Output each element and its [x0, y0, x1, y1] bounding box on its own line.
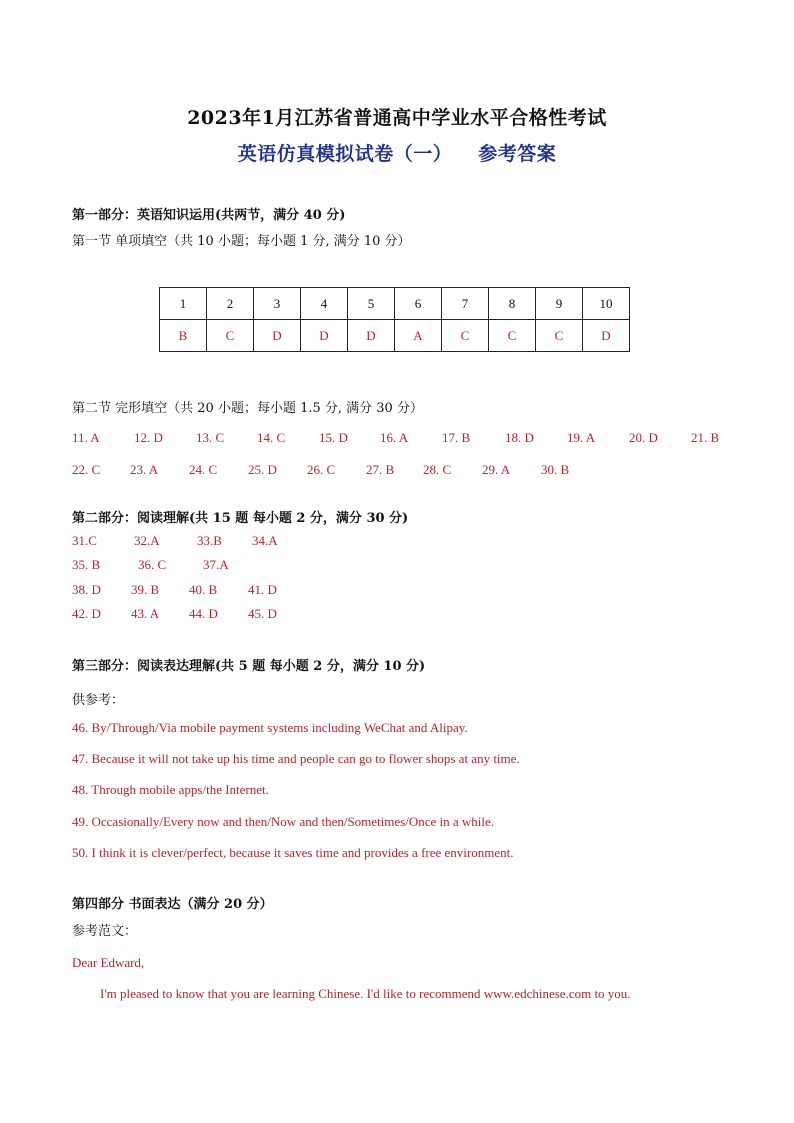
- table-cell-answer: D: [348, 320, 395, 352]
- answer-item: 25. D: [248, 462, 277, 477]
- table-cell-answer: B: [160, 320, 207, 352]
- single-choice-answer-table: [159, 287, 630, 352]
- answer-item: 39. B: [131, 582, 160, 597]
- answer-item: 27. B: [366, 462, 395, 477]
- table-cell-answer: A: [395, 320, 442, 352]
- answer-item: 41. D: [248, 582, 277, 597]
- subtitle-answer-key: 参考答案: [478, 143, 557, 165]
- answer-item: 36. C: [138, 557, 167, 572]
- answer-item: 35. B: [72, 557, 101, 572]
- table-cell-number: 6: [395, 288, 442, 320]
- expression-answer-47: 47. Because it will not take up his time and people can go to flower shops at any time.: [72, 751, 520, 766]
- table-cell-number: 8: [489, 288, 536, 320]
- answer-item: 26. C: [307, 462, 336, 477]
- table-cell-number: 2: [207, 288, 254, 320]
- answer-item: 16. A: [380, 430, 409, 445]
- answer-item: 44. D: [189, 606, 218, 621]
- answer-item: 14. C: [257, 430, 286, 445]
- part4-heading: 第四部分 书面表达（满分 20 分）: [72, 897, 273, 912]
- answer-item: 13. C: [196, 430, 225, 445]
- table-cell-number: 5: [348, 288, 395, 320]
- table-cell-answer: D: [583, 320, 630, 352]
- answer-item: 38. D: [72, 582, 101, 597]
- answer-item: 12. D: [134, 430, 163, 445]
- document-title: 2023年1月江苏省普通高中学业水平合格性考试: [187, 107, 607, 129]
- answer-item: 11. A: [72, 430, 100, 445]
- table-cell-number: 10: [583, 288, 630, 320]
- answer-item: 15. D: [319, 430, 348, 445]
- table-cell-answer: D: [254, 320, 301, 352]
- answer-item: 23. A: [130, 462, 159, 477]
- answer-item: 28. C: [423, 462, 452, 477]
- table-cell-answer: C: [207, 320, 254, 352]
- answer-item: 17. B: [442, 430, 471, 445]
- table-cell-answer: C: [489, 320, 536, 352]
- answer-item: 42. D: [72, 606, 101, 621]
- letter-body-first-line: I'm pleased to know that you are learning Chinese. I'd like to recommend www.edchinese.com to you.: [100, 986, 631, 1001]
- part1-heading: 第一部分：英语知识运用(共两节，满分 40 分): [72, 208, 346, 223]
- part2-heading: 第二部分：阅读理解(共 15 题 每小题 2 分，满分 30 分): [72, 511, 409, 526]
- table-cell-answer: D: [301, 320, 348, 352]
- answer-item: 19. A: [567, 430, 596, 445]
- letter-salutation: Dear Edward,: [72, 955, 145, 970]
- subtitle-exam-name: 英语仿真模拟试卷（一）: [237, 143, 453, 165]
- table-cell-number: 3: [254, 288, 301, 320]
- answer-item: 21. B: [691, 430, 720, 445]
- table-cell-number: 4: [301, 288, 348, 320]
- expression-answer-48: 48. Through mobile apps/the Internet.: [72, 782, 269, 797]
- answer-item: 18. D: [505, 430, 534, 445]
- expression-answer-50: 50. I think it is clever/perfect, because it saves time and provides a free environment.: [72, 845, 514, 860]
- answer-item: 45. D: [248, 606, 277, 621]
- answer-item: 37.A: [203, 557, 229, 572]
- answer-item: 33.B: [197, 533, 222, 548]
- document-subtitle: [0, 139, 794, 166]
- part3-note: 供参考：: [72, 693, 125, 708]
- table-cell-number: 7: [442, 288, 489, 320]
- answer-item: 24. C: [189, 462, 218, 477]
- answer-item: 31.C: [72, 533, 97, 548]
- answer-item: 29. A: [482, 462, 511, 477]
- part3-heading: 第三部分：阅读表达理解(共 5 题 每小题 2 分，满分 10 分): [72, 659, 426, 674]
- answer-item: 40. B: [189, 582, 218, 597]
- answer-item: 20. D: [629, 430, 658, 445]
- part4-note: 参考范文：: [72, 924, 138, 939]
- expression-answer-49: 49. Occasionally/Every now and then/Now and then/Sometimes/Once in a while.: [72, 814, 495, 829]
- expression-answer-46: 46. By/Through/Via mobile payment systems including WeChat and Alipay.: [72, 720, 468, 735]
- table-cell-answer: C: [442, 320, 489, 352]
- answer-item: 32.A: [134, 533, 160, 548]
- table-row-answers: [160, 320, 630, 352]
- table-cell-number: 9: [536, 288, 583, 320]
- table-cell-answer: C: [536, 320, 583, 352]
- answer-item: 34.A: [252, 533, 278, 548]
- table-row-numbers: [160, 288, 630, 320]
- answer-item: 22. C: [72, 462, 101, 477]
- part1-section1-heading: 第一节 单项填空（共 10 小题；每小题 1 分, 满分 10 分）: [72, 234, 411, 249]
- answer-item: 43. A: [131, 606, 160, 621]
- answer-item: 30. B: [541, 462, 570, 477]
- part1-section2-heading: 第二节 完形填空（共 20 小题；每小题 1.5 分, 满分 30 分）: [72, 401, 423, 416]
- table-cell-number: 1: [160, 288, 207, 320]
